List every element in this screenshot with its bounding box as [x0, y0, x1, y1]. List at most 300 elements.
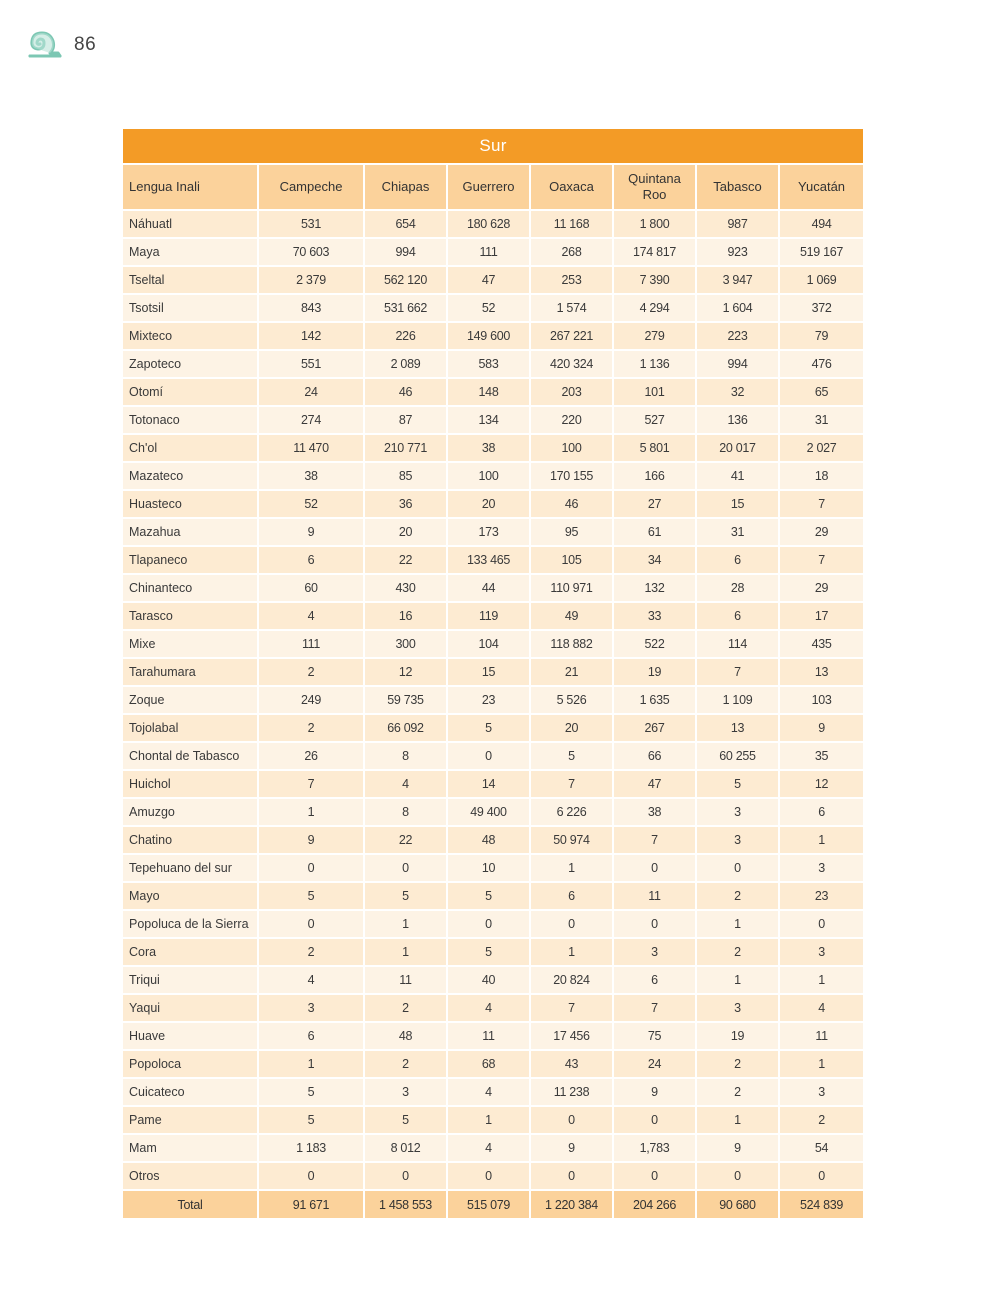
table-row: [123, 1078, 863, 1106]
speaker-count-cell: 1: [364, 910, 447, 938]
language-name-cell: Mazateco: [123, 462, 258, 490]
speaker-count-cell: 38: [447, 434, 530, 462]
speaker-count-cell: 33: [613, 602, 696, 630]
speaker-count-cell: 111: [258, 630, 364, 658]
speaker-count-cell: 519 167: [779, 238, 863, 266]
speaker-count-cell: 5: [258, 1078, 364, 1106]
speaker-count-cell: 23: [779, 882, 863, 910]
speaker-count-cell: 2 089: [364, 350, 447, 378]
speaker-count-cell: 551: [258, 350, 364, 378]
speaker-count-cell: 11 168: [530, 210, 613, 238]
speaker-count-cell: 1: [447, 1106, 530, 1134]
speaker-count-cell: 79: [779, 322, 863, 350]
language-name-cell: Triqui: [123, 966, 258, 994]
speaker-count-cell: 66 092: [364, 714, 447, 742]
speaker-count-cell: 226: [364, 322, 447, 350]
language-name-cell: Zapoteco: [123, 350, 258, 378]
table-row: [123, 686, 863, 714]
speaker-count-cell: 133 465: [447, 546, 530, 574]
table-row: [123, 938, 863, 966]
speaker-count-cell: 119: [447, 602, 530, 630]
speaker-count-cell: 134: [447, 406, 530, 434]
speaker-count-cell: 6: [696, 602, 779, 630]
snail-icon: [28, 30, 62, 60]
language-name-cell: Zoque: [123, 686, 258, 714]
speaker-count-cell: 4: [258, 966, 364, 994]
speaker-count-cell: 4: [364, 770, 447, 798]
language-name-cell: Cora: [123, 938, 258, 966]
table-row: [123, 574, 863, 602]
table-row: [123, 266, 863, 294]
speaker-count-cell: 220: [530, 406, 613, 434]
column-header-state: Chiapas: [364, 164, 447, 210]
speaker-count-cell: 5: [447, 714, 530, 742]
total-value-cell: 204 266: [613, 1190, 696, 1218]
table-row: [123, 910, 863, 938]
speaker-count-cell: 100: [530, 434, 613, 462]
table-row: [123, 1022, 863, 1050]
speaker-count-cell: 2: [258, 658, 364, 686]
speaker-count-cell: 923: [696, 238, 779, 266]
speaker-count-cell: 0: [530, 910, 613, 938]
speaker-count-cell: 52: [447, 294, 530, 322]
speaker-count-cell: 5: [258, 882, 364, 910]
total-value-cell: 515 079: [447, 1190, 530, 1218]
language-name-cell: Totonaco: [123, 406, 258, 434]
speaker-count-cell: 15: [696, 490, 779, 518]
speaker-count-cell: 40: [447, 966, 530, 994]
speaker-count-cell: 136: [696, 406, 779, 434]
speaker-count-cell: 4: [447, 994, 530, 1022]
speaker-count-cell: 249: [258, 686, 364, 714]
table-row: [123, 854, 863, 882]
speaker-count-cell: 60: [258, 574, 364, 602]
speaker-count-cell: 104: [447, 630, 530, 658]
speaker-count-cell: 267 221: [530, 322, 613, 350]
speaker-count-cell: 170 155: [530, 462, 613, 490]
speaker-count-cell: 75: [613, 1022, 696, 1050]
speaker-count-cell: 6: [258, 546, 364, 574]
column-header-state: Yucatán: [779, 164, 863, 210]
speaker-count-cell: 65: [779, 378, 863, 406]
table-row: [123, 238, 863, 266]
table-row: [123, 602, 863, 630]
speaker-count-cell: 0: [613, 854, 696, 882]
speaker-count-cell: 0: [364, 1162, 447, 1190]
speaker-count-cell: 9: [258, 826, 364, 854]
speaker-count-cell: 87: [364, 406, 447, 434]
speaker-count-cell: 0: [258, 854, 364, 882]
speaker-count-cell: 476: [779, 350, 863, 378]
table-row: [123, 434, 863, 462]
speaker-count-cell: 20: [364, 518, 447, 546]
speaker-count-cell: 9: [258, 518, 364, 546]
speaker-count-cell: 100: [447, 462, 530, 490]
speaker-count-cell: 4: [447, 1078, 530, 1106]
speaker-count-cell: 20 824: [530, 966, 613, 994]
speaker-count-cell: 7 390: [613, 266, 696, 294]
language-name-cell: Yaqui: [123, 994, 258, 1022]
language-name-cell: Tlapaneco: [123, 546, 258, 574]
table-title-row: [123, 129, 863, 164]
total-value-cell: 91 671: [258, 1190, 364, 1218]
speaker-count-cell: 1: [530, 854, 613, 882]
speaker-count-cell: 9: [613, 1078, 696, 1106]
column-header-language: Lengua Inali: [123, 164, 258, 210]
language-name-cell: Huave: [123, 1022, 258, 1050]
speaker-count-cell: 531 662: [364, 294, 447, 322]
speaker-count-cell: 1,783: [613, 1134, 696, 1162]
table-row: [123, 322, 863, 350]
speaker-count-cell: 5: [364, 1106, 447, 1134]
column-header-state: Quintana Roo: [613, 164, 696, 210]
speaker-count-cell: 4: [447, 1134, 530, 1162]
speaker-count-cell: 61: [613, 518, 696, 546]
speaker-count-cell: 50 974: [530, 826, 613, 854]
speaker-count-cell: 1: [696, 1106, 779, 1134]
speaker-count-cell: 17: [779, 602, 863, 630]
speaker-count-cell: 5: [258, 1106, 364, 1134]
speaker-count-cell: 1 136: [613, 350, 696, 378]
speaker-count-cell: 0: [696, 1162, 779, 1190]
speaker-count-cell: 2 027: [779, 434, 863, 462]
table-row: [123, 798, 863, 826]
speaker-count-cell: 2: [696, 882, 779, 910]
speaker-count-cell: 17 456: [530, 1022, 613, 1050]
speaker-count-cell: 38: [258, 462, 364, 490]
speaker-count-cell: 36: [364, 490, 447, 518]
speaker-count-cell: 11 238: [530, 1078, 613, 1106]
speaker-count-cell: 6: [696, 546, 779, 574]
table-row: [123, 350, 863, 378]
speaker-count-cell: 0: [447, 742, 530, 770]
speaker-count-cell: 34: [613, 546, 696, 574]
speaker-count-cell: 11: [364, 966, 447, 994]
speaker-count-cell: 7: [530, 994, 613, 1022]
speaker-count-cell: 44: [447, 574, 530, 602]
speaker-count-cell: 7: [613, 826, 696, 854]
table-row: [123, 462, 863, 490]
total-value-cell: 1 458 553: [364, 1190, 447, 1218]
speaker-count-cell: 59 735: [364, 686, 447, 714]
table-row: [123, 966, 863, 994]
table-header-row: [123, 164, 863, 210]
speaker-count-cell: 527: [613, 406, 696, 434]
speaker-count-cell: 7: [696, 658, 779, 686]
speaker-count-cell: 987: [696, 210, 779, 238]
speaker-count-cell: 2: [696, 1078, 779, 1106]
speaker-count-cell: 0: [258, 910, 364, 938]
speaker-count-cell: 2: [364, 1050, 447, 1078]
speaker-count-cell: 7: [530, 770, 613, 798]
speaker-count-cell: 5: [364, 882, 447, 910]
language-name-cell: Mam: [123, 1134, 258, 1162]
speaker-count-cell: 3: [696, 798, 779, 826]
speaker-count-cell: 3: [696, 994, 779, 1022]
speaker-count-cell: 28: [696, 574, 779, 602]
speaker-count-cell: 7: [258, 770, 364, 798]
language-name-cell: Huasteco: [123, 490, 258, 518]
speaker-count-cell: 9: [696, 1134, 779, 1162]
speaker-count-cell: 994: [696, 350, 779, 378]
speaker-count-cell: 11: [779, 1022, 863, 1050]
language-name-cell: Tsotsil: [123, 294, 258, 322]
speaker-count-cell: 105: [530, 546, 613, 574]
speaker-count-cell: 43: [530, 1050, 613, 1078]
speaker-count-cell: 31: [779, 406, 863, 434]
page-header: [28, 30, 96, 60]
speaker-count-cell: 26: [258, 742, 364, 770]
speaker-count-cell: 7: [779, 546, 863, 574]
speaker-count-cell: 268: [530, 238, 613, 266]
speaker-count-cell: 66: [613, 742, 696, 770]
speaker-count-cell: 0: [258, 1162, 364, 1190]
speaker-count-cell: 654: [364, 210, 447, 238]
speaker-count-cell: 522: [613, 630, 696, 658]
language-table: [123, 129, 863, 1218]
speaker-count-cell: 180 628: [447, 210, 530, 238]
column-header-state: Campeche: [258, 164, 364, 210]
speaker-count-cell: 9: [530, 1134, 613, 1162]
speaker-count-cell: 5 801: [613, 434, 696, 462]
speaker-count-cell: 1 635: [613, 686, 696, 714]
speaker-count-cell: 6: [530, 882, 613, 910]
speaker-count-cell: 1: [258, 798, 364, 826]
speaker-count-cell: 2: [258, 938, 364, 966]
speaker-count-cell: 0: [530, 1106, 613, 1134]
speaker-count-cell: 372: [779, 294, 863, 322]
table-row: [123, 518, 863, 546]
speaker-count-cell: 29: [779, 518, 863, 546]
speaker-count-cell: 68: [447, 1050, 530, 1078]
table-body: [123, 210, 863, 1190]
language-table-container: [123, 129, 863, 1218]
language-name-cell: Mixteco: [123, 322, 258, 350]
speaker-count-cell: 203: [530, 378, 613, 406]
speaker-count-cell: 11: [613, 882, 696, 910]
speaker-count-cell: 15: [447, 658, 530, 686]
speaker-count-cell: 20: [530, 714, 613, 742]
speaker-count-cell: 7: [779, 490, 863, 518]
speaker-count-cell: 14: [447, 770, 530, 798]
speaker-count-cell: 1: [696, 910, 779, 938]
speaker-count-cell: 19: [613, 658, 696, 686]
speaker-count-cell: 1 574: [530, 294, 613, 322]
speaker-count-cell: 0: [613, 1106, 696, 1134]
language-name-cell: Popoloca: [123, 1050, 258, 1078]
speaker-count-cell: 4: [779, 994, 863, 1022]
speaker-count-cell: 1: [258, 1050, 364, 1078]
speaker-count-cell: 5 526: [530, 686, 613, 714]
total-label: Total: [123, 1190, 258, 1218]
table-row: [123, 826, 863, 854]
speaker-count-cell: 2 379: [258, 266, 364, 294]
table-row: [123, 714, 863, 742]
speaker-count-cell: 48: [364, 1022, 447, 1050]
speaker-count-cell: 420 324: [530, 350, 613, 378]
speaker-count-cell: 111: [447, 238, 530, 266]
language-name-cell: Mazahua: [123, 518, 258, 546]
speaker-count-cell: 46: [530, 490, 613, 518]
speaker-count-cell: 994: [364, 238, 447, 266]
speaker-count-cell: 4 294: [613, 294, 696, 322]
speaker-count-cell: 1: [696, 966, 779, 994]
speaker-count-cell: 1 604: [696, 294, 779, 322]
table-row: [123, 1162, 863, 1190]
speaker-count-cell: 11 470: [258, 434, 364, 462]
column-header-state: Guerrero: [447, 164, 530, 210]
page-number: 86: [74, 34, 97, 55]
speaker-count-cell: 21: [530, 658, 613, 686]
speaker-count-cell: 2: [779, 1106, 863, 1134]
speaker-count-cell: 279: [613, 322, 696, 350]
speaker-count-cell: 2: [696, 938, 779, 966]
table-row: [123, 546, 863, 574]
speaker-count-cell: 6 226: [530, 798, 613, 826]
speaker-count-cell: 2: [364, 994, 447, 1022]
speaker-count-cell: 3: [779, 854, 863, 882]
speaker-count-cell: 0: [613, 910, 696, 938]
speaker-count-cell: 1: [779, 966, 863, 994]
language-name-cell: Cuicateco: [123, 1078, 258, 1106]
speaker-count-cell: 583: [447, 350, 530, 378]
speaker-count-cell: 223: [696, 322, 779, 350]
speaker-count-cell: 6: [613, 966, 696, 994]
speaker-count-cell: 1: [779, 826, 863, 854]
speaker-count-cell: 13: [696, 714, 779, 742]
column-header-state: Tabasco: [696, 164, 779, 210]
speaker-count-cell: 2: [696, 1050, 779, 1078]
speaker-count-cell: 1 183: [258, 1134, 364, 1162]
speaker-count-cell: 3 947: [696, 266, 779, 294]
speaker-count-cell: 35: [779, 742, 863, 770]
speaker-count-cell: 531: [258, 210, 364, 238]
speaker-count-cell: 3: [613, 938, 696, 966]
speaker-count-cell: 494: [779, 210, 863, 238]
speaker-count-cell: 3: [364, 1078, 447, 1106]
speaker-count-cell: 118 882: [530, 630, 613, 658]
language-name-cell: Tseltal: [123, 266, 258, 294]
language-name-cell: Maya: [123, 238, 258, 266]
speaker-count-cell: 430: [364, 574, 447, 602]
table-row: [123, 770, 863, 798]
language-name-cell: Mixe: [123, 630, 258, 658]
speaker-count-cell: 20: [447, 490, 530, 518]
table-row: [123, 210, 863, 238]
speaker-count-cell: 0: [779, 1162, 863, 1190]
language-name-cell: Pame: [123, 1106, 258, 1134]
speaker-count-cell: 110 971: [530, 574, 613, 602]
total-value-cell: 1 220 384: [530, 1190, 613, 1218]
language-name-cell: Chinanteco: [123, 574, 258, 602]
speaker-count-cell: 1 109: [696, 686, 779, 714]
speaker-count-cell: 7: [613, 994, 696, 1022]
speaker-count-cell: 5: [447, 882, 530, 910]
table-row: [123, 406, 863, 434]
speaker-count-cell: 23: [447, 686, 530, 714]
speaker-count-cell: 5: [447, 938, 530, 966]
language-name-cell: Náhuatl: [123, 210, 258, 238]
speaker-count-cell: 149 600: [447, 322, 530, 350]
speaker-count-cell: 1 069: [779, 266, 863, 294]
speaker-count-cell: 54: [779, 1134, 863, 1162]
table-row: [123, 378, 863, 406]
language-name-cell: Tarahumara: [123, 658, 258, 686]
speaker-count-cell: 0: [364, 854, 447, 882]
speaker-count-cell: 13: [779, 658, 863, 686]
speaker-count-cell: 18: [779, 462, 863, 490]
speaker-count-cell: 27: [613, 490, 696, 518]
speaker-count-cell: 8 012: [364, 1134, 447, 1162]
speaker-count-cell: 142: [258, 322, 364, 350]
speaker-count-cell: 22: [364, 826, 447, 854]
speaker-count-cell: 435: [779, 630, 863, 658]
speaker-count-cell: 562 120: [364, 266, 447, 294]
table-row: [123, 882, 863, 910]
table-row: [123, 630, 863, 658]
table-row: [123, 1106, 863, 1134]
speaker-count-cell: 46: [364, 378, 447, 406]
speaker-count-cell: 22: [364, 546, 447, 574]
speaker-count-cell: 60 255: [696, 742, 779, 770]
table-total-row: [123, 1190, 863, 1218]
speaker-count-cell: 49 400: [447, 798, 530, 826]
speaker-count-cell: 0: [613, 1162, 696, 1190]
language-name-cell: Tarasco: [123, 602, 258, 630]
speaker-count-cell: 16: [364, 602, 447, 630]
speaker-count-cell: 1: [364, 938, 447, 966]
speaker-count-cell: 20 017: [696, 434, 779, 462]
speaker-count-cell: 8: [364, 742, 447, 770]
language-name-cell: Otros: [123, 1162, 258, 1190]
speaker-count-cell: 47: [447, 266, 530, 294]
total-value-cell: 524 839: [779, 1190, 863, 1218]
speaker-count-cell: 3: [779, 938, 863, 966]
speaker-count-cell: 0: [696, 854, 779, 882]
speaker-count-cell: 32: [696, 378, 779, 406]
speaker-count-cell: 132: [613, 574, 696, 602]
speaker-count-cell: 101: [613, 378, 696, 406]
speaker-count-cell: 2: [258, 714, 364, 742]
speaker-count-cell: 3: [258, 994, 364, 1022]
table-row: [123, 490, 863, 518]
speaker-count-cell: 6: [779, 798, 863, 826]
language-name-cell: Huichol: [123, 770, 258, 798]
language-name-cell: Popoluca de la Sierra: [123, 910, 258, 938]
speaker-count-cell: 148: [447, 378, 530, 406]
total-value-cell: 90 680: [696, 1190, 779, 1218]
speaker-count-cell: 0: [447, 1162, 530, 1190]
speaker-count-cell: 253: [530, 266, 613, 294]
speaker-count-cell: 48: [447, 826, 530, 854]
speaker-count-cell: 3: [696, 826, 779, 854]
speaker-count-cell: 70 603: [258, 238, 364, 266]
speaker-count-cell: 274: [258, 406, 364, 434]
speaker-count-cell: 114: [696, 630, 779, 658]
speaker-count-cell: 12: [779, 770, 863, 798]
language-name-cell: Ch'ol: [123, 434, 258, 462]
language-name-cell: Otomí: [123, 378, 258, 406]
speaker-count-cell: 6: [258, 1022, 364, 1050]
speaker-count-cell: 166: [613, 462, 696, 490]
speaker-count-cell: 5: [530, 742, 613, 770]
speaker-count-cell: 11: [447, 1022, 530, 1050]
table-title: Sur: [123, 129, 863, 164]
speaker-count-cell: 24: [258, 378, 364, 406]
table-row: [123, 1134, 863, 1162]
table-row: [123, 1050, 863, 1078]
speaker-count-cell: 0: [530, 1162, 613, 1190]
